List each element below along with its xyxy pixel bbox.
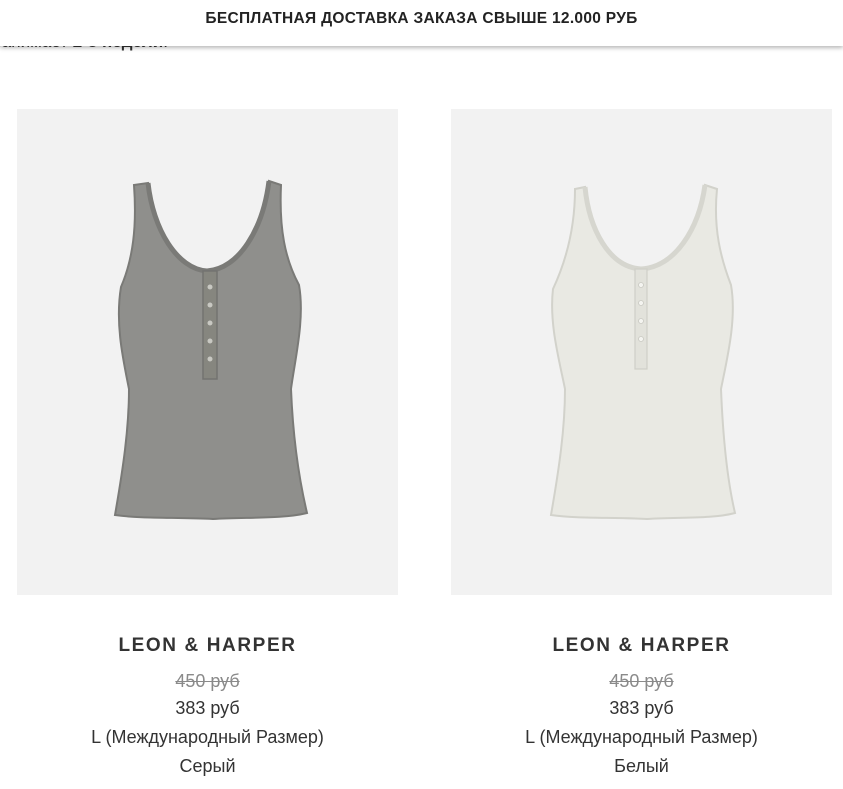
product-brand[interactable]: LEON & HARPER (552, 635, 731, 656)
product-color: Белый (614, 756, 669, 776)
product-size: L (Международный Размер) (525, 727, 758, 747)
tank-top-gray (17, 109, 398, 595)
product-color: Серый (179, 756, 236, 776)
promo-text: БЕСПЛАТНАЯ ДОСТАВКА ЗАКАЗА СВЫШЕ 12.000 РУБ (205, 10, 638, 27)
product-size: L (Международный Размер) (91, 727, 324, 747)
old-price: 450 руб (609, 671, 674, 691)
product-card[interactable] (17, 109, 398, 777)
product-image[interactable] (17, 109, 398, 595)
product-grid (17, 109, 832, 789)
tank-top-white (451, 109, 832, 595)
product-card[interactable] (451, 109, 832, 777)
sale-price: 383 руб (175, 698, 240, 718)
sale-price: 383 руб (609, 698, 674, 718)
product-image[interactable] (451, 109, 832, 595)
product-info (451, 635, 832, 777)
product-brand[interactable]: LEON & HARPER (118, 635, 297, 656)
product-info (17, 635, 398, 777)
promo-banner (0, 0, 843, 46)
old-price: 450 руб (175, 671, 240, 691)
